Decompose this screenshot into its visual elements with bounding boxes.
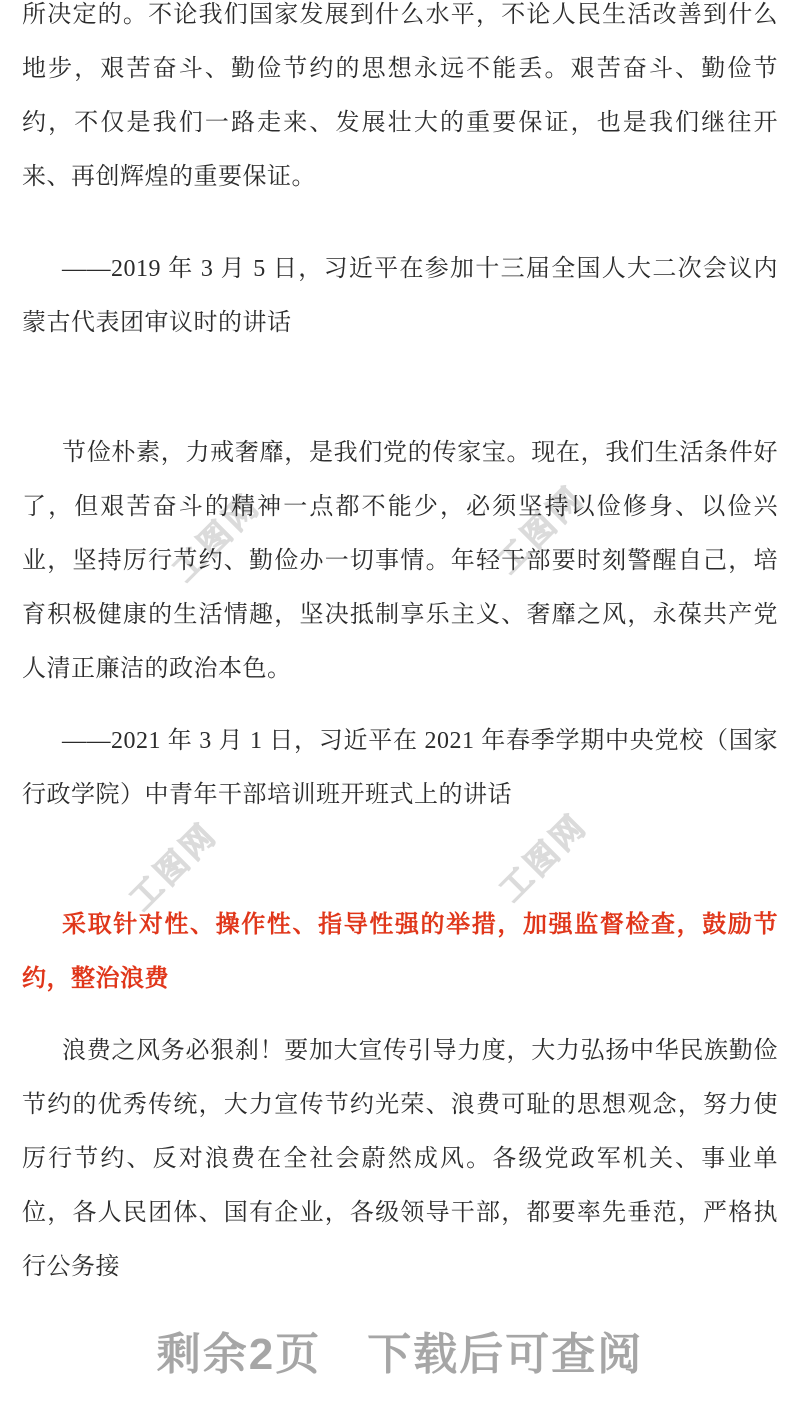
watermark-text: 工图网	[122, 815, 225, 918]
paragraph-spacer	[22, 840, 778, 880]
paragraph-thrift-quote: 节俭朴素，力戒奢靡，是我们党的传家宝。现在，我们生活条件好了，但艰苦奋斗的精神一点都不能少，必须坚持以俭修身、以俭兴业，坚持厉行节约、勤俭办一切事情。年轻干部要时刻警醒自己，培育积极健康的生活情趣，坚决抵制享乐主义、奢靡之风，永葆共产党人清正廉洁的政治本色。	[22, 440, 778, 682]
document-body	[22, 0, 778, 1312]
watermark-text: 工图网	[492, 806, 595, 909]
download-hint-label: 下载后可查阅	[367, 1330, 644, 1379]
paragraph-quote-attribution-2019: ——2019 年 3 月 5 日，习近平在参加十三届全国人大二次会议内蒙古代表团审议时的讲话	[22, 256, 778, 336]
paragraph-anti-waste: 浪费之风务必狠刹！要加大宣传引导力度，大力弘扬中华民族勤俭节约的优秀传统，大力宣传节约光荣、浪费可耻的思想观念，努力使厉行节约、反对浪费在全社会蔚然成风。各级党政军机关、事业单位，各人民团体、国有企业，各级领导干部，都要率先垂范，严格执行公务接	[22, 1038, 778, 1280]
watermark-text: 工图网	[165, 486, 268, 589]
section-heading-red: 采取针对性、操作性、指导性强的举措，加强监督检查，鼓励节约，整治浪费	[22, 912, 778, 992]
watermark-text: 工图网	[489, 478, 592, 581]
paragraph-continuation: 所决定的。不论我们国家发展到什么水平，不论人民生活改善到什么地步，艰苦奋斗、勤俭节约的思想永远不能丢。艰苦奋斗、勤俭节约，不仅是我们一路走来、发展壮大的重要保证，也是我们继往开来、再创辉煌的重要保证。	[22, 2, 778, 190]
remaining-pages-label: 剩余2页	[156, 1330, 322, 1379]
remaining-pages-notice	[0, 1318, 800, 1382]
paragraph-spacer	[22, 368, 778, 408]
paragraph-quote-attribution-2021: ——2021 年 3 月 1 日，习近平在 2021 年春季学期中央党校（国家行政学院）中青年干部培训班开班式上的讲话	[22, 728, 778, 808]
